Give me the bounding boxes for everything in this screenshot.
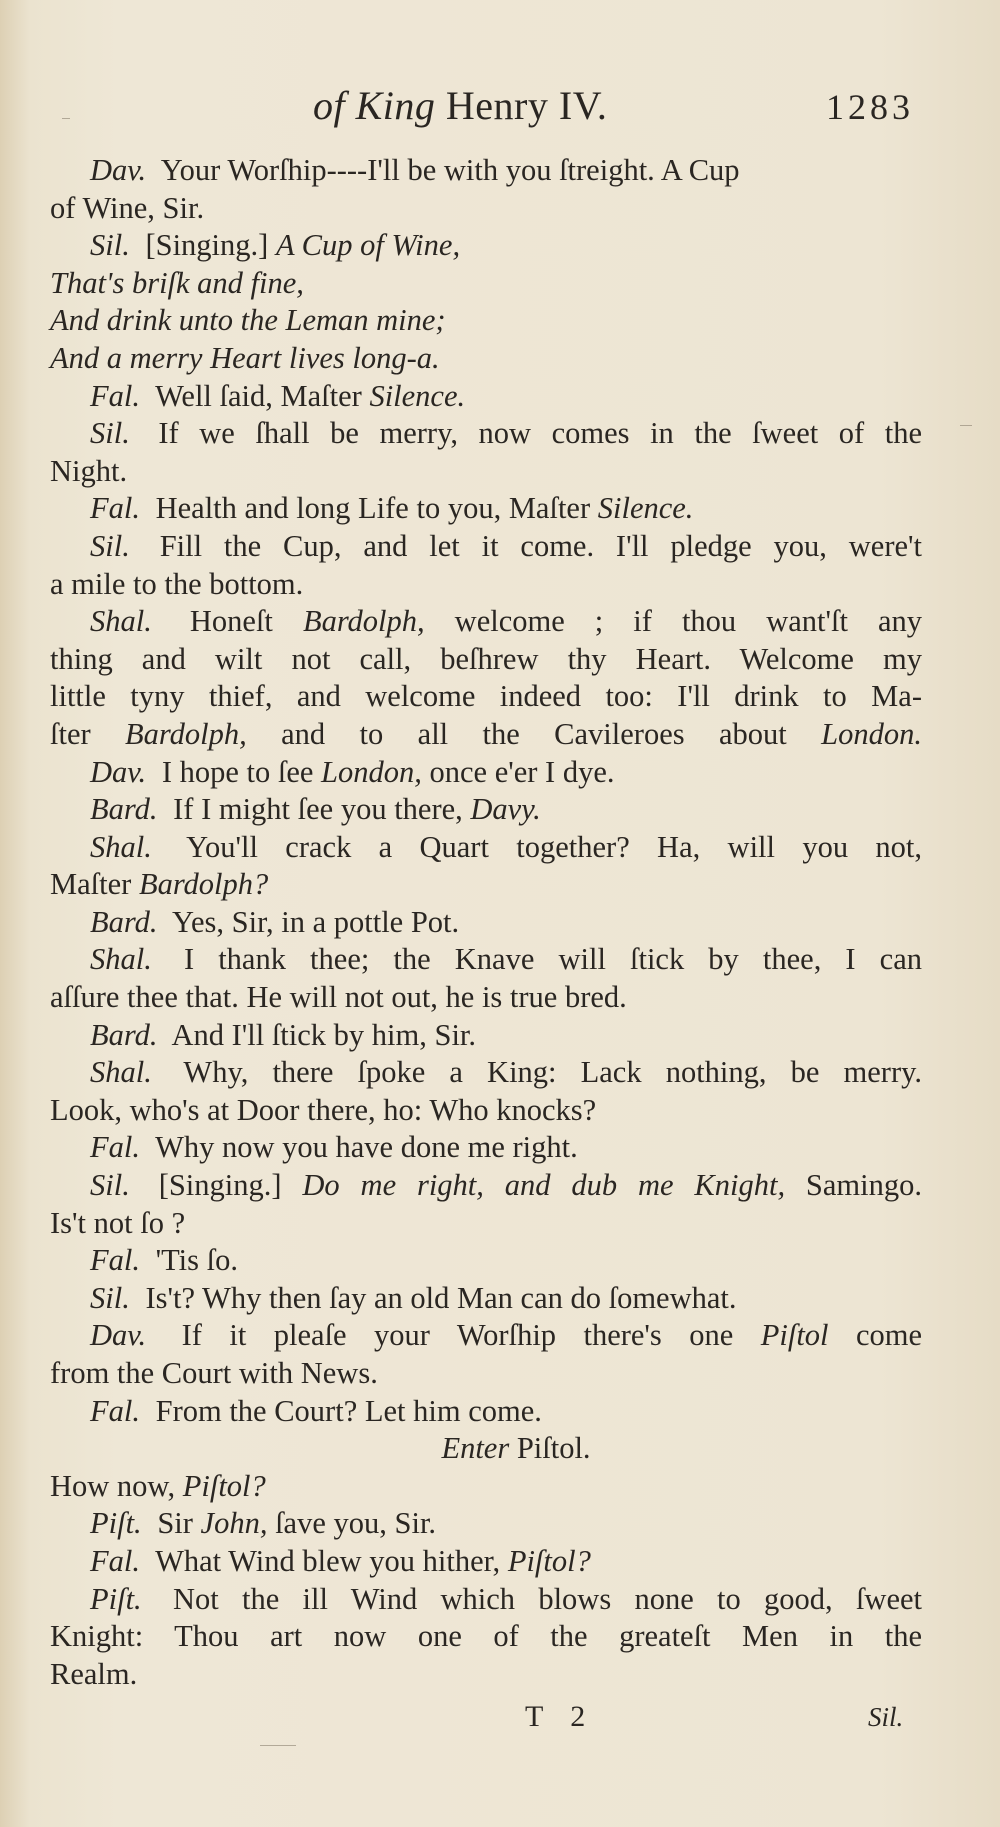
line-text: Look, who's at Door there, ho: Who knocks? xyxy=(50,1092,597,1127)
text-line xyxy=(50,1618,922,1656)
speaker-name: Dav. xyxy=(90,754,147,789)
line-text: and to all the Cavileroes about xyxy=(246,716,822,751)
speech-line xyxy=(50,378,922,416)
line-text: Why now you have done me right. xyxy=(155,1130,578,1165)
text-line xyxy=(50,1205,922,1243)
line-text: Well ſaid, Maſter xyxy=(155,378,370,413)
line-text: little tyny thief, and welcome indeed too: I'll drink to Ma- xyxy=(50,679,922,714)
text-line xyxy=(50,678,922,716)
text-line xyxy=(50,265,922,303)
speech-line xyxy=(50,528,922,566)
speaker-name: Fal. xyxy=(90,378,140,413)
line-text: You'll crack a Quart together? Ha, will you not, xyxy=(186,829,922,864)
line-text: Health and long Life to you, Maſter xyxy=(155,491,598,526)
line-text: ſter xyxy=(50,716,126,751)
speaker-name: Bard. xyxy=(90,1017,158,1052)
line-text: [Singing.] xyxy=(145,228,276,263)
italic-text: That's briſk and fine, xyxy=(50,265,304,300)
line-text: I thank thee; the Knave will ſtick by thee, I can xyxy=(183,942,922,977)
page-footer xyxy=(0,1700,1000,1740)
line-text: Knight: Thou art now one of the greateſt Men in the xyxy=(50,1619,922,1654)
stage-direction xyxy=(50,1430,922,1468)
speaker-name: Bard. xyxy=(90,792,158,827)
running-title xyxy=(313,82,607,129)
line-text: aſſure thee that. He will not out, he is true bred. xyxy=(50,980,627,1015)
line-text: Honeſt xyxy=(189,604,303,639)
line-text: What Wind blew you hither, xyxy=(155,1543,508,1578)
text-line xyxy=(50,1468,922,1506)
text-line xyxy=(50,641,922,679)
margin-mark xyxy=(260,1745,296,1746)
speaker-name: Shal. xyxy=(90,829,152,864)
speech-line xyxy=(50,227,922,265)
line-text: If it pleaſe your Worſhip there's one xyxy=(181,1318,761,1353)
speech-line xyxy=(50,904,922,942)
line-text: Is't not ſo ? xyxy=(50,1205,186,1240)
speaker-name: Sil. xyxy=(90,1168,130,1203)
running-title-roman: Henry IV. xyxy=(445,83,608,128)
speaker-name: Fal. xyxy=(90,1393,140,1428)
text-line xyxy=(50,1355,922,1393)
speech-line xyxy=(50,1167,922,1205)
speech-line xyxy=(50,415,922,453)
line-text: Sir xyxy=(157,1506,201,1541)
line-text: If I might ſee you there, xyxy=(173,792,471,827)
line-text: once e'er I dye. xyxy=(421,754,615,789)
line-text: [Singing.] xyxy=(158,1168,303,1203)
italic-text: And drink unto the Leman mine; xyxy=(50,303,446,338)
speaker-name: Sil. xyxy=(90,228,130,263)
text-line xyxy=(50,1092,922,1130)
line-text: Night. xyxy=(50,453,128,488)
speaker-name: Sil. xyxy=(90,528,130,563)
line-text: Samingo. xyxy=(785,1168,922,1203)
line-text: thing and wilt not call, beſhrew thy Heart. Welcome my xyxy=(50,641,922,676)
text-line xyxy=(50,866,922,904)
speaker-name: Shal. xyxy=(90,942,152,977)
line-text: Yes, Sir, in a pottle Pot. xyxy=(172,904,460,939)
text-line xyxy=(50,566,922,604)
line-text: Fill the Cup, and let it come. I'll pledge you, were't xyxy=(159,528,922,563)
speaker-name: Bard. xyxy=(90,904,158,939)
speaker-name: Piſt. xyxy=(90,1506,142,1541)
line-text: ſave you, Sir. xyxy=(267,1506,437,1541)
page-number: 1283 xyxy=(826,87,914,127)
line-text: Realm. xyxy=(50,1656,138,1691)
italic-text: Silence. xyxy=(369,378,466,413)
text-line xyxy=(50,340,922,378)
running-title-italic: of King xyxy=(313,83,436,128)
speech-line xyxy=(50,1505,922,1543)
line-text: Not the ill Wind which blows none to good, ſweet xyxy=(172,1581,922,1616)
speech-line xyxy=(50,490,922,528)
page-header xyxy=(0,82,1000,142)
line-text: From the Court? Let him come. xyxy=(155,1393,542,1428)
speech-line xyxy=(50,1280,922,1318)
speech-line xyxy=(50,1581,922,1619)
italic-text: Bardolph? xyxy=(138,867,269,902)
speaker-name: Sil. xyxy=(90,1280,130,1315)
italic-text: Do me right, and dub me Knight, xyxy=(302,1168,786,1203)
line-text: How now, xyxy=(50,1468,183,1503)
text-line xyxy=(50,453,922,491)
speaker-name: Fal. xyxy=(90,1243,140,1278)
speech-line xyxy=(50,754,922,792)
speech-line xyxy=(50,1054,922,1092)
speech-line xyxy=(50,941,922,979)
italic-text: Piſtol? xyxy=(182,1468,266,1503)
line-text: a mile to the bottom. xyxy=(50,566,304,601)
speaker-name: Fal. xyxy=(90,491,140,526)
line-text: Why, there ſpoke a King: Lack nothing, be merry. xyxy=(183,1055,922,1090)
speech-line xyxy=(50,1129,922,1167)
signature-mark: T 2 xyxy=(525,1700,596,1733)
margin-mark xyxy=(62,118,70,119)
line-text: Maſter xyxy=(50,867,139,902)
line-text: of Wine, Sir. xyxy=(50,190,205,225)
line-text: from the Court with News. xyxy=(50,1356,378,1390)
speaker-name: Dav. xyxy=(90,153,147,187)
text-line xyxy=(50,302,922,340)
stage-keyword: Enter xyxy=(441,1431,510,1466)
line-text: I hope to ſee xyxy=(161,754,322,789)
margin-mark xyxy=(960,425,972,426)
speech-line xyxy=(50,152,922,190)
line-text: If we ſhall be merry, now comes in the ſweet of the xyxy=(158,416,922,451)
catchword: Sil. xyxy=(868,1702,904,1732)
italic-text: London, xyxy=(321,754,422,789)
italic-text: A Cup of Wine, xyxy=(275,228,461,263)
text-line xyxy=(50,716,922,754)
italic-text: And a merry Heart lives long-a. xyxy=(50,340,440,375)
line-text: come xyxy=(828,1318,922,1353)
line-text: Is't? Why then ſay an old Man can do ſomewhat. xyxy=(145,1280,737,1315)
speaker-name: Fal. xyxy=(90,1130,140,1165)
speech-line xyxy=(50,1317,922,1355)
line-text: welcome ; if thou want'ſt any xyxy=(424,604,922,639)
text-line xyxy=(50,1656,922,1694)
speech-line xyxy=(50,1393,922,1431)
italic-text: London. xyxy=(821,716,922,751)
italic-text: Piſtol? xyxy=(507,1543,591,1578)
italic-text: Bardolph, xyxy=(302,604,425,639)
play-text xyxy=(50,152,922,1693)
italic-text: Bardolph, xyxy=(125,716,247,751)
speaker-name: Shal. xyxy=(90,604,152,639)
line-text: 'Tis ſo. xyxy=(155,1243,238,1278)
text-line xyxy=(50,979,922,1017)
speaker-name: Dav. xyxy=(90,1318,147,1353)
speaker-name: Sil. xyxy=(90,416,130,451)
italic-text: Davy. xyxy=(470,792,541,827)
speech-line xyxy=(50,1543,922,1581)
speech-line xyxy=(50,829,922,867)
speech-line xyxy=(50,603,922,641)
italic-text: Silence. xyxy=(597,491,694,526)
italic-text: John, xyxy=(200,1506,268,1541)
line-text: Piſtol. xyxy=(509,1431,591,1466)
text-line xyxy=(50,190,922,228)
speech-line xyxy=(50,1017,922,1055)
line-text: Your Worſhip----I'll be with you ſtreight. A Cup xyxy=(160,153,740,187)
speaker-name: Fal. xyxy=(90,1543,140,1578)
speaker-name: Piſt. xyxy=(90,1581,142,1616)
speech-line xyxy=(50,1242,922,1280)
speaker-name: Shal. xyxy=(90,1055,152,1090)
line-text: And I'll ſtick by him, Sir. xyxy=(171,1017,477,1052)
italic-text: Piſtol xyxy=(760,1318,829,1353)
speech-line xyxy=(50,791,922,829)
